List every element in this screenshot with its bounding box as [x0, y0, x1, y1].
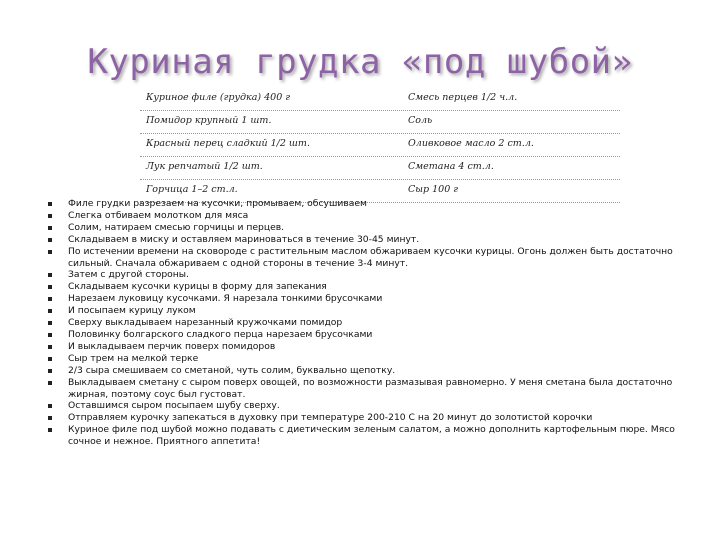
step-item	[48, 412, 678, 424]
step-text: Половинку болгарского сладкого перца нарезаем брусочками	[68, 328, 373, 340]
bullet-icon	[48, 416, 52, 420]
bullet-icon	[48, 381, 52, 385]
ingredient-left: Помидор крупный 1 шт.	[146, 115, 272, 126]
ingredient-row	[140, 90, 620, 113]
step-item	[48, 246, 678, 270]
step-item	[48, 269, 678, 281]
step-item	[48, 305, 678, 317]
bullet-icon	[48, 226, 52, 230]
ingredient-left: Красный перец сладкий 1/2 шт.	[146, 138, 310, 149]
bullet-icon	[48, 321, 52, 325]
step-text: Солим, натираем смесью горчицы и перцев.	[68, 221, 285, 233]
step-text: Нарезаем луковицу кусочками. Я нарезала тонкими брусочками	[68, 293, 383, 305]
step-item	[48, 377, 678, 401]
ingredient-row	[140, 113, 620, 136]
bullet-icon	[48, 369, 52, 373]
step-text: Филе грудки разрезаем на кусочки, промываем, обсушиваем	[68, 198, 367, 209]
step-item	[48, 424, 678, 448]
step-item	[48, 400, 678, 412]
bullet-icon	[48, 202, 52, 206]
bullet-icon	[48, 297, 52, 301]
step-text: Куриное филе под шубой можно подавать с диетическим зеленым салатом, а можно дополнить картофельным пюре. Мясо сочное и нежное. Приятного аппетита!	[68, 424, 675, 448]
ingredient-left: Горчица 1–2 ст.л.	[146, 184, 238, 195]
bullet-icon	[48, 250, 52, 254]
ingredient-right: Оливковое масло 2 ст.л.	[408, 138, 534, 149]
step-item	[48, 234, 678, 246]
ingredient-row	[140, 159, 620, 182]
ingredient-right: Сыр 100 г	[408, 184, 459, 195]
step-item	[48, 329, 678, 341]
step-text: Выкладываем сметану с сыром поверх овощей, по возможности размазывая равномерно. У меня сметана была достаточно жирная, поэтому соус был густоват.	[68, 376, 673, 400]
bullet-icon	[48, 309, 52, 313]
ingredient-right: Смесь перцев 1/2 ч.л.	[408, 92, 518, 103]
bullet-icon	[48, 404, 52, 408]
bullet-icon	[48, 238, 52, 242]
ingredient-row	[140, 136, 620, 159]
step-item	[48, 341, 678, 353]
bullet-icon	[48, 214, 52, 218]
step-item	[48, 293, 678, 305]
step-text: И выкладываем перчик поверх помидоров	[68, 340, 276, 352]
step-item	[48, 365, 678, 377]
bullet-icon	[48, 357, 52, 361]
step-text: Сверху выкладываем нарезанный кружочками помидор	[68, 317, 343, 329]
step-text: Слегка отбиваем молотком для мяса	[68, 209, 249, 221]
step-text: Складываем в миску и оставляем мариноваться в течение 30-45 минут.	[68, 233, 420, 245]
step-item	[48, 222, 678, 234]
step-text: Отправляем курочку запекаться в духовку при температуре 200-210 С на 20 минут до золотистой корочки	[68, 412, 593, 424]
step-item	[48, 210, 678, 222]
ingredient-left: Куриное филе (грудка) 400 г	[146, 92, 291, 103]
step-item	[48, 281, 678, 293]
step-text: Оставшимся сыром посыпаем шубу сверху.	[68, 400, 280, 412]
step-text: Сыр трем на мелкой терке	[68, 352, 199, 364]
step-item	[48, 317, 678, 329]
step-text: Затем с другой стороны.	[68, 269, 189, 281]
step-text: И посыпаем курицу луком	[68, 305, 196, 317]
slide-title: Куриная грудка «под шубой»	[87, 42, 633, 82]
ingredient-right: Сметана 4 ст.л.	[408, 161, 494, 172]
step-text: По истечении времени на сковороде с растительным маслом обжариваем кусочки курицы. Огонь должен быть достаточно сильный. Сначала обжариваем с одной стороны в течение 3-4 минут.	[68, 245, 673, 269]
ingredient-left: Лук репчатый 1/2 шт.	[146, 161, 263, 172]
step-text: Складываем кусочки курицы в форму для запекания	[68, 281, 327, 293]
bullet-icon	[48, 285, 52, 289]
steps-list	[48, 198, 678, 448]
step-item	[48, 353, 678, 365]
bullet-icon	[48, 345, 52, 349]
ingredients-table	[140, 90, 620, 205]
ingredient-right: Соль	[408, 115, 433, 126]
bullet-icon	[48, 333, 52, 337]
bullet-icon	[48, 273, 52, 277]
step-text: 2/3 сыра смешиваем со сметаной, чуть солим, буквально щепотку.	[68, 364, 396, 376]
bullet-icon	[48, 428, 52, 432]
step-item	[48, 198, 678, 210]
